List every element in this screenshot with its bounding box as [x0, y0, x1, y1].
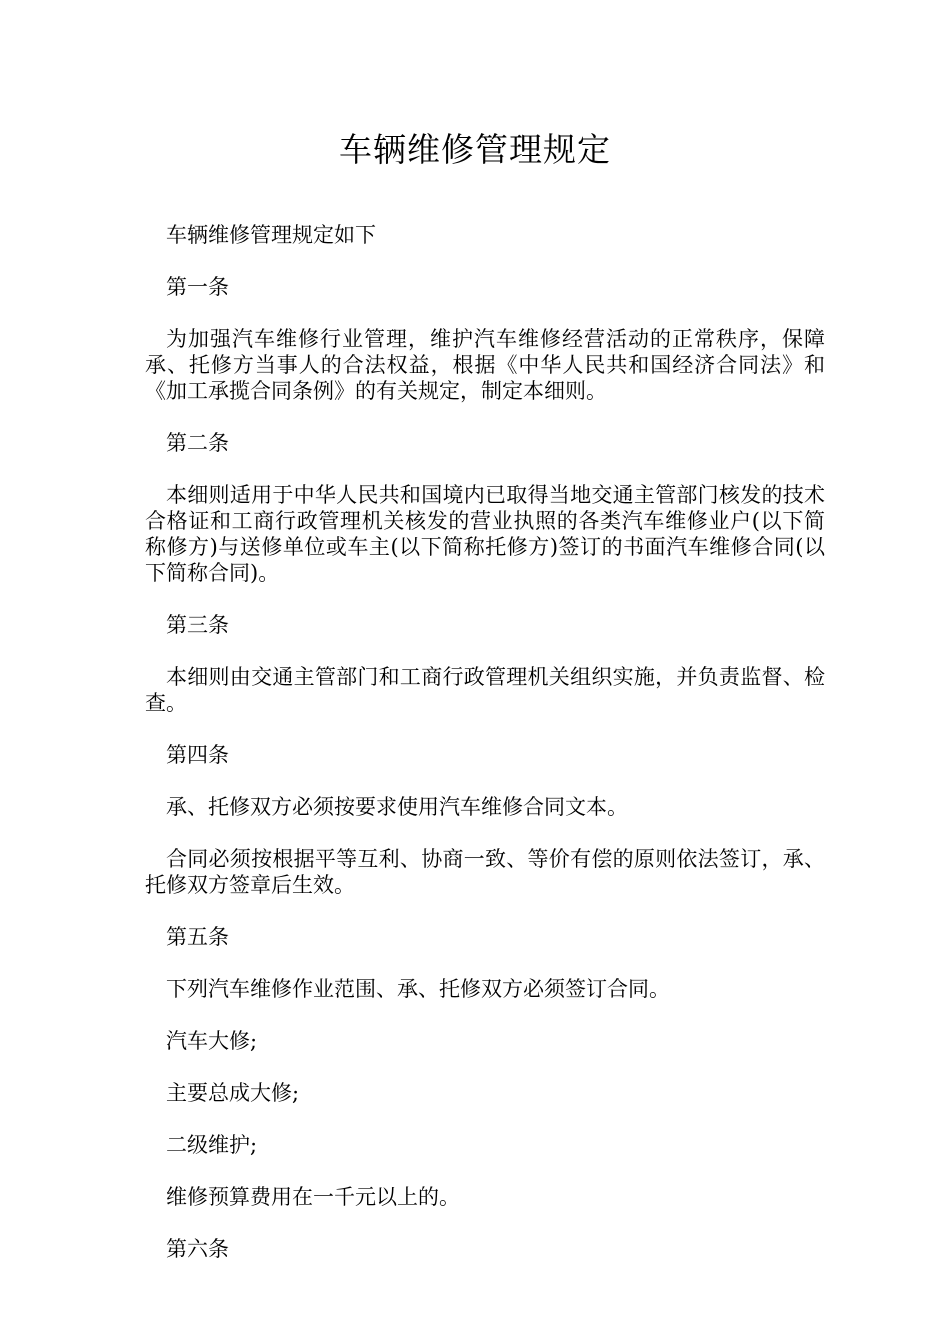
document-title: 车辆维修管理规定: [339, 130, 611, 169]
article-5-heading: 第五条: [166, 925, 229, 949]
article-6-heading: 第六条: [166, 1237, 229, 1261]
article-5-item-4: 维修预算费用在一千元以上的。: [166, 1185, 460, 1209]
article-5-item-1: 汽车大修;: [166, 1029, 258, 1053]
article-2-text: 本细则适用于中华人民共和国境内已取得当地交通主管部门核发的技术合格证和工商行政管理机关核发的营业执照的各类汽车维修业户(以下简称修方)与送修单位或车主(以下简称托修方)签订的书面汽车维修合同(以下简称合同)。: [145, 483, 825, 585]
article-5-item-2: 主要总成大修;: [166, 1081, 300, 1105]
article-1-text: 为加强汽车维修行业管理，维护汽车维修经营活动的正常秩序，保障承、托修方当事人的合法权益，根据《中华人民共和国经济合同法》和《加工承揽合同条例》的有关规定，制定本细则。: [145, 327, 825, 403]
article-3-text: 本细则由交通主管部门和工商行政管理机关组织实施，并负责监督、检查。: [145, 665, 825, 715]
document-body: [145, 222, 825, 1288]
article-3-heading: 第三条: [166, 613, 229, 637]
article-4-text-1: 承、托修双方必须按要求使用汽车维修合同文本。: [166, 795, 628, 819]
article-5-text: 下列汽车维修作业范围、承、托修双方必须签订合同。: [166, 977, 670, 1001]
article-1-heading: 第一条: [166, 275, 229, 299]
article-4-text-2: 合同必须按根据平等互利、协商一致、等价有偿的原则依法签订，承、托修双方签章后生效。: [145, 847, 825, 897]
article-5-item-3: 二级维护;: [166, 1133, 258, 1157]
article-2-heading: 第二条: [166, 431, 229, 455]
intro-paragraph: 车辆维修管理规定如下: [166, 223, 376, 247]
article-4-heading: 第四条: [166, 743, 229, 767]
